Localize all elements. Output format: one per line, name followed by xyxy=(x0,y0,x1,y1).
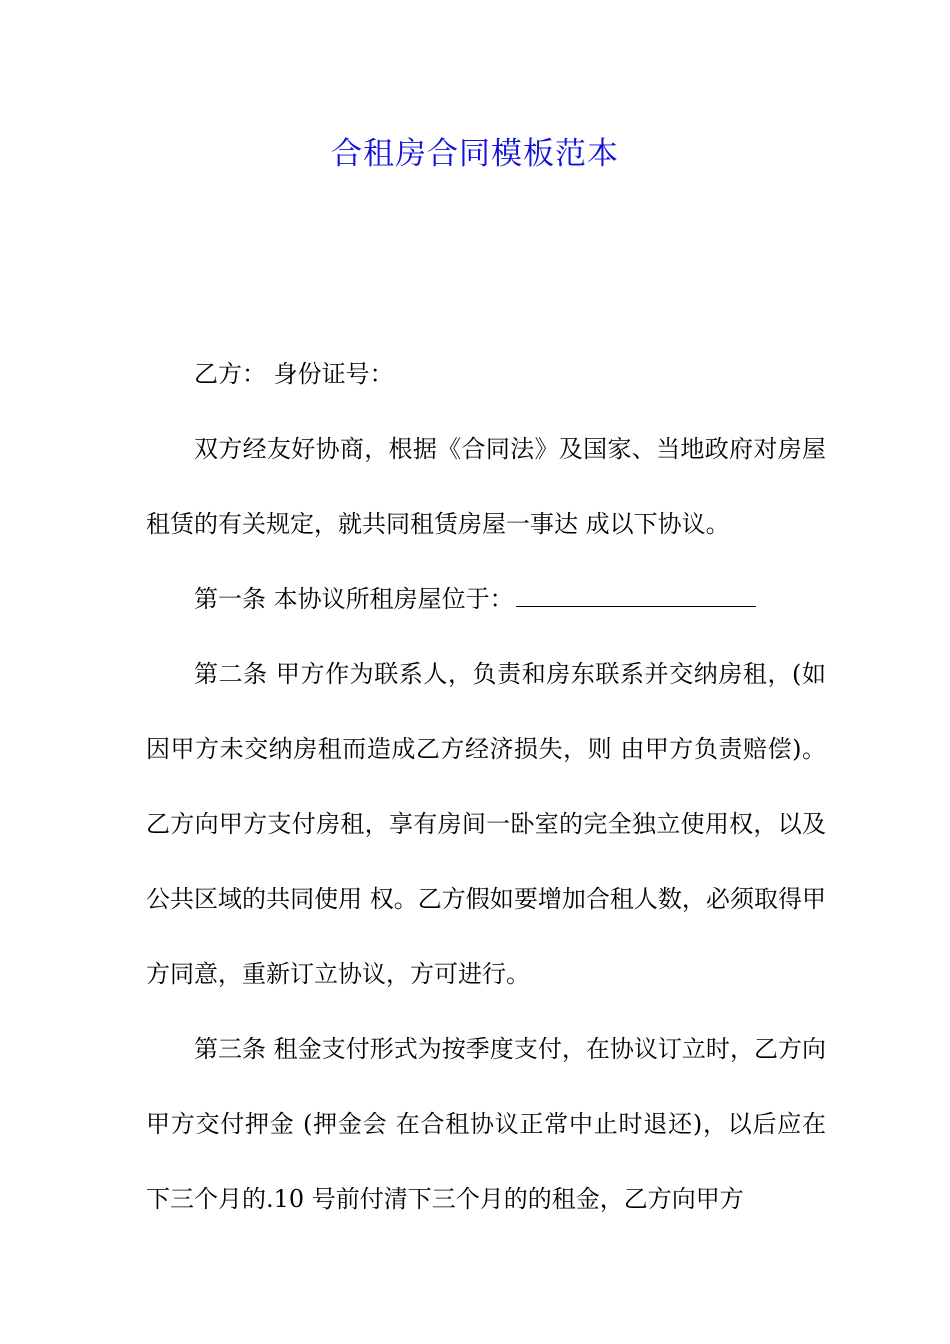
party-b-id-line: 乙方： 身份证号： xyxy=(194,360,394,388)
article-1-text: 第一条 本协议所租房屋位于： xyxy=(194,585,514,613)
article-3-paragraph: 第三条 租金支付形式为按季度支付，在协议订立时，乙方向甲方交付押金 (押金会 在合租协议正常中止时退还)，以后应在下三个月的.10 号前付清下三个月的的租金，乙方向甲方 xyxy=(146,1035,826,1213)
article-1-paragraph xyxy=(146,562,826,637)
document-body xyxy=(146,337,826,1237)
article-2-paragraph: 第二条 甲方作为联系人，负责和房东联系并交纳房租，(如因甲方未交纳房租而造成乙方经济损失，则 由甲方负责赔偿)。乙方向甲方支付房租，享有房间一卧室的完全独立使用权，以及公共区域的共同使用 权。乙方假如要增加合租人数，必须取得甲方同意，重新订立协议，方可进行。 xyxy=(146,660,826,988)
address-blank-line xyxy=(516,584,756,607)
document-title: 合租房合同模板范本 xyxy=(331,136,619,172)
preamble-paragraph: 双方经友好协商，根据《合同法》及国家、当地政府对房屋租赁的有关规定，就共同租赁房屋一事达 成以下协议。 xyxy=(146,435,826,538)
